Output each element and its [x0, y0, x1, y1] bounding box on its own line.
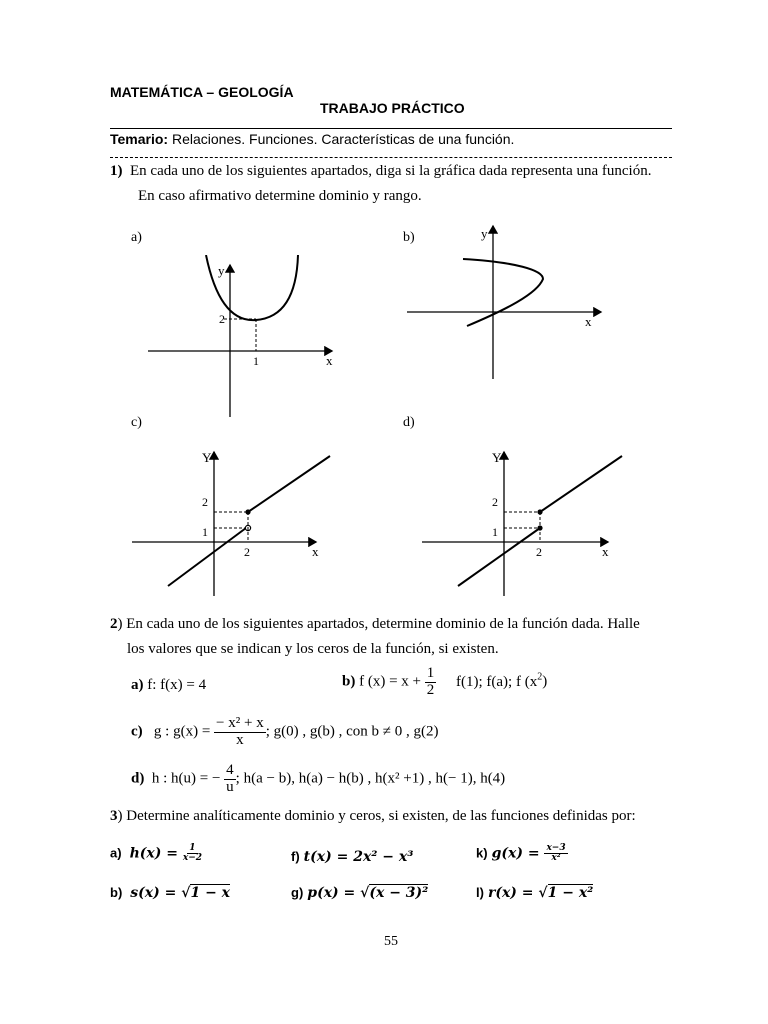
q2-a-label: a) [131, 677, 144, 693]
graph-c-tick-x: 2 [244, 545, 250, 559]
q3-a-fraction [183, 844, 202, 864]
q3-k-lhs: g(x) = [491, 845, 545, 862]
q3-a-num: 1 [189, 843, 196, 853]
q1-line2: En caso afirmativo determine dominio y rango. [138, 188, 422, 204]
q2-item-a [131, 677, 206, 694]
q2-d-label: d) [131, 770, 145, 787]
q3-b-sqrt-sign: √ [181, 885, 191, 901]
graph-c-tick-y2: 2 [202, 495, 208, 509]
graph-a-label: a) [131, 230, 142, 245]
graph-d-tick-y1: 1 [492, 525, 498, 539]
graph-a-y-label: y [218, 263, 225, 278]
q3-item-f [291, 848, 413, 866]
q3-l-lhs: r(x) = [487, 885, 539, 901]
graph-a [140, 255, 360, 425]
q3-item-g [291, 884, 428, 902]
graph-c-x-label: x [312, 544, 319, 559]
q3-k-num: x−3 [546, 843, 566, 853]
page-title: TRABAJO PRÁCTICO [320, 100, 465, 116]
q3-line [110, 808, 636, 825]
q3-g-radicand: (x − 3)² [369, 885, 429, 901]
q3-a-lhs: h(x) = [129, 845, 183, 862]
q3-b-label: b) [110, 885, 123, 900]
graph-a-tick-x: 1 [253, 354, 259, 368]
graph-c-tick-y1: 1 [202, 525, 208, 539]
graph-b [405, 222, 605, 384]
q2-line2: los valores que se indican y los ceros de la función, si existen. [127, 641, 499, 657]
q2-text1: ) En cada uno de los siguientes apartados, determine dominio de la función dada. Halle [117, 616, 640, 632]
graph-a-x-label: x [326, 353, 333, 368]
q2-b-sup: 2 [537, 671, 543, 683]
q2-c-pre: g : g(x) = [153, 723, 215, 740]
q3-a-den: x−2 [182, 853, 202, 864]
graph-b-label: b) [403, 230, 415, 245]
q2-d-num: 4 [226, 762, 234, 778]
q2-item-b [342, 666, 547, 699]
page-number: 55 [384, 934, 398, 949]
q3-g-sqrt-sign: √ [360, 885, 370, 901]
q1-text1: En cada uno de los siguientes apartados, diga si la gráfica dada representa una función. [130, 163, 652, 179]
q3-b-radicand: 1 − x [190, 885, 231, 901]
q2-number: 2 [110, 616, 118, 632]
temario-line [110, 131, 514, 147]
q3-f-label: f) [291, 849, 300, 864]
temario-label: Temario: [110, 131, 169, 147]
graph-a-tick-y: 2 [219, 312, 225, 326]
graph-d-x-label: x [602, 544, 609, 559]
q3-k-den: x² [551, 853, 561, 864]
q2-b-label: b) [342, 673, 356, 690]
q3-l-label: l) [476, 885, 484, 900]
q2-b-den: 2 [426, 681, 435, 698]
graph-d-lower-segment [458, 528, 540, 586]
q3-item-l [476, 884, 593, 902]
q3-text: ) Determine analíticamente dominio y ceros, si existen, de las funciones definidas por: [117, 808, 636, 824]
q2-c-num: − x² + x [216, 715, 264, 731]
q3-item-b [110, 884, 230, 902]
graph-c [130, 448, 340, 598]
graph-d-upper-segment [540, 456, 622, 512]
q2-c-label: c) [131, 723, 143, 740]
q2-item-d [131, 763, 505, 796]
q3-l-radicand: 1 − x² [547, 885, 594, 901]
q3-k-fraction [544, 844, 567, 864]
temario-text: Relaciones. Funciones. Características de una función. [168, 131, 515, 147]
header-rule [110, 128, 672, 129]
q3-f-expr: t(x) = 2x² − x³ [303, 849, 414, 865]
q2-c-post: ; g(0) , g(b) , con b ≠ 0 , g(2) [265, 723, 439, 740]
q2-line1 [110, 616, 640, 633]
graph-d-tick-y2: 2 [492, 495, 498, 509]
q2-b-pre: f (x) = x + [355, 673, 425, 690]
q2-b-end: ) [542, 673, 548, 690]
q3-item-k [476, 844, 568, 864]
graph-d-tick-x: 2 [536, 545, 542, 559]
q3-item-a [110, 844, 202, 864]
q2-d-post: ; h(a − b), h(a) − h(b) , h(x² +1) , h(− 1), h(4) [235, 770, 506, 787]
q2-d-fraction [224, 763, 236, 796]
q2-d-den: u [226, 778, 234, 795]
graph-b-x-label: x [585, 314, 592, 329]
q3-l-sqrt-sign: √ [538, 885, 548, 901]
q3-k-label: k) [476, 845, 488, 861]
subject-heading: MATEMÁTICA – GEOLOGÍA [110, 84, 294, 100]
q2-d-pre: h : h(u) = − [151, 770, 225, 787]
q3-g-lhs: p(x) = [307, 885, 361, 901]
graph-c-upper-segment [248, 456, 330, 512]
q2-c-fraction [214, 716, 266, 749]
q2-b-post: f(1); f(a); f (x [456, 673, 538, 690]
graph-d-label: d) [403, 415, 415, 430]
q1-number: 1) [110, 163, 123, 179]
q3-b-lhs: s(x) = [130, 885, 182, 901]
q2-b-fraction [425, 666, 437, 699]
graph-d-y-label: Y [492, 450, 502, 465]
q2-c-den: x [236, 731, 244, 748]
q2-b-num: 1 [426, 665, 435, 681]
temario-rule [110, 157, 672, 158]
q2-item-c [131, 716, 438, 749]
q3-number: 3 [110, 808, 118, 824]
q2-a-text: f: f(x) = 4 [143, 677, 207, 693]
graph-b-curve [463, 259, 543, 326]
q3-a-label: a) [110, 845, 122, 861]
graph-c-y-label: Y [202, 450, 212, 465]
graph-c-label: c) [131, 415, 142, 430]
graph-d [420, 448, 630, 598]
q3-g-label: g) [291, 885, 304, 900]
q1-line1 [110, 163, 651, 180]
graph-b-y-label: y [481, 226, 488, 241]
